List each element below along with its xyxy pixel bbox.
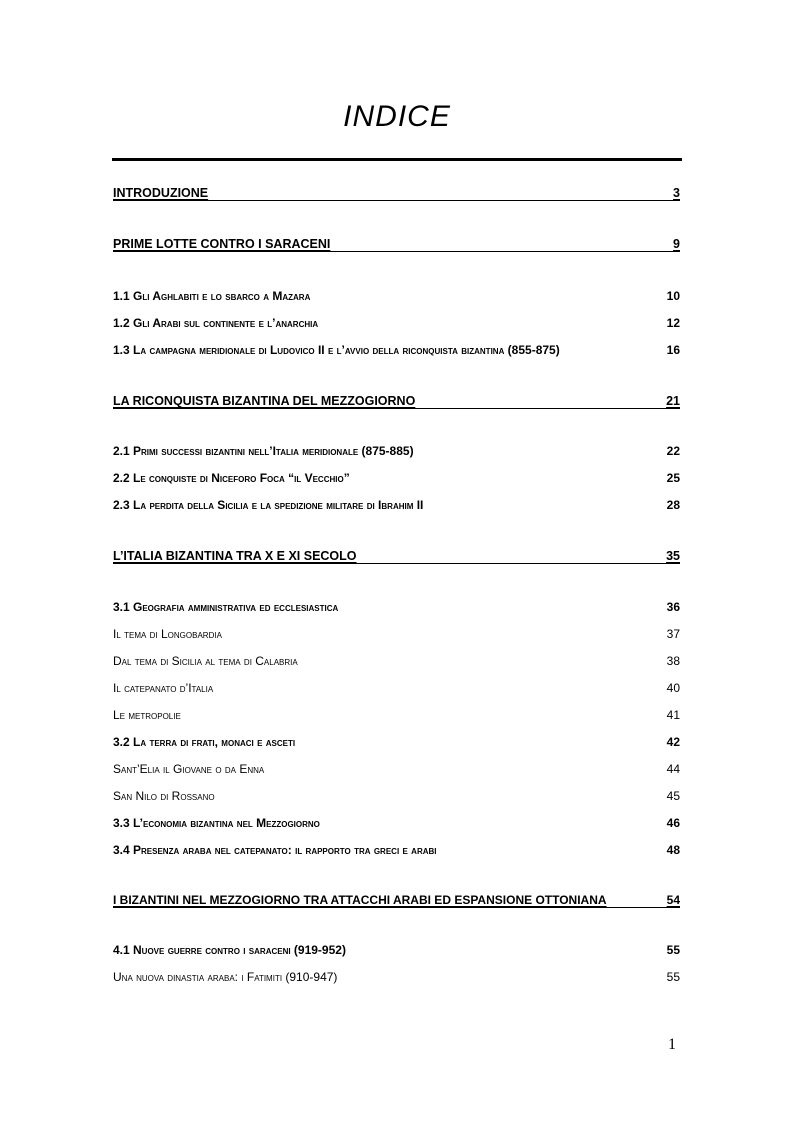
toc-label: 2.3 La perdita della Sicilia e la spedizione militare di Ibrahim II bbox=[113, 498, 424, 512]
toc-chapter[interactable] bbox=[113, 186, 680, 201]
toc-section[interactable] bbox=[113, 498, 680, 512]
toc-label: 3.1 Geografia amministrativa ed ecclesiastica bbox=[113, 600, 339, 614]
page-number: 1 bbox=[668, 1036, 676, 1053]
toc-label: LA RICONQUISTA BIZANTINA DEL MEZZOGIORNO bbox=[113, 394, 416, 408]
toc-section[interactable] bbox=[113, 289, 680, 303]
toc-subsection[interactable] bbox=[113, 708, 680, 722]
toc-page: 40 bbox=[666, 681, 680, 695]
toc-label: PRIME LOTTE CONTRO I SARACENI bbox=[113, 237, 331, 251]
toc-label: 4.1 Nuove guerre contro i saraceni (919-952) bbox=[113, 943, 346, 957]
toc-label: 1.3 La campagna meridionale di Ludovico II e l’avvio della riconquista bizantina (855-875) bbox=[113, 343, 560, 357]
toc-subsection[interactable] bbox=[113, 654, 680, 668]
toc-page: 44 bbox=[666, 762, 680, 776]
toc-subsection[interactable] bbox=[113, 762, 680, 776]
toc-page: 35 bbox=[666, 549, 680, 563]
toc-chapter[interactable] bbox=[113, 237, 680, 252]
toc-label: Sant’Elia il Giovane o da Enna bbox=[113, 762, 265, 776]
toc-page: 55 bbox=[666, 970, 680, 984]
toc-section[interactable] bbox=[113, 600, 680, 614]
toc-label: 1.2 Gli Arabi sul continente e l’anarchia bbox=[113, 316, 319, 330]
toc-section[interactable] bbox=[113, 843, 680, 857]
toc-label: I BIZANTINI NEL MEZZOGIORNO TRA ATTACCHI ARABI ED ESPANSIONE OTTONIANA bbox=[113, 893, 607, 907]
toc-label: 1.1 Gli Aghlabiti e lo sbarco a Mazara bbox=[113, 289, 311, 303]
toc-section[interactable] bbox=[113, 343, 680, 357]
toc-page: 22 bbox=[666, 444, 680, 458]
toc-page: 25 bbox=[666, 471, 680, 485]
toc-label: Il tema di Longobardia bbox=[113, 627, 222, 641]
toc-label: 2.2 Le conquiste di Niceforo Foca “il Vecchio” bbox=[113, 471, 350, 485]
toc-label: San Nilo di Rossano bbox=[113, 789, 215, 803]
toc-label: L’ITALIA BIZANTINA TRA X E XI SECOLO bbox=[113, 549, 357, 563]
toc-section[interactable] bbox=[113, 943, 680, 957]
toc-page: 21 bbox=[666, 394, 680, 408]
toc-page: 46 bbox=[666, 816, 680, 830]
toc-page: 41 bbox=[666, 708, 680, 722]
toc-subsection[interactable] bbox=[113, 681, 680, 695]
toc-page: 48 bbox=[666, 843, 680, 857]
toc-label: Una nuova dinastia araba: i Fatimiti (910-947) bbox=[113, 970, 338, 984]
toc-section[interactable] bbox=[113, 816, 680, 830]
toc-page: 37 bbox=[666, 627, 680, 641]
toc-page: 55 bbox=[666, 943, 680, 957]
toc-page: 28 bbox=[666, 498, 680, 512]
toc-label: Il catepanato d’Italia bbox=[113, 681, 214, 695]
toc-chapter[interactable] bbox=[113, 549, 680, 564]
toc-page: 10 bbox=[666, 289, 680, 303]
toc-subsection[interactable] bbox=[113, 970, 680, 984]
toc-chapter[interactable] bbox=[113, 893, 680, 908]
table-of-contents bbox=[113, 0, 680, 1123]
toc-page: 3 bbox=[673, 186, 680, 200]
toc-page: 42 bbox=[666, 735, 680, 749]
toc-page: 36 bbox=[666, 600, 680, 614]
toc-label: Dal tema di Sicilia al tema di Calabria bbox=[113, 654, 298, 668]
toc-page: 54 bbox=[666, 893, 680, 907]
toc-section[interactable] bbox=[113, 316, 680, 330]
toc-section[interactable] bbox=[113, 735, 680, 749]
toc-page: 45 bbox=[666, 789, 680, 803]
toc-chapter[interactable] bbox=[113, 394, 680, 409]
toc-label: 2.1 Primi successi bizantini nell’Italia meridionale (875-885) bbox=[113, 444, 414, 458]
toc-label: 3.2 La terra di frati, monaci e asceti bbox=[113, 735, 296, 749]
toc-label: Le metropolie bbox=[113, 708, 181, 722]
toc-subsection[interactable] bbox=[113, 789, 680, 803]
toc-page: 38 bbox=[666, 654, 680, 668]
toc-label: 3.4 Presenza araba nel catepanato: il rapporto tra greci e arabi bbox=[113, 843, 437, 857]
page-title: INDICE bbox=[343, 100, 451, 133]
toc-label: INTRODUZIONE bbox=[113, 186, 209, 200]
toc-label: 3.3 L’economia bizantina nel Mezzogiorno bbox=[113, 816, 320, 830]
toc-page: 12 bbox=[666, 316, 680, 330]
toc-page: 16 bbox=[666, 343, 680, 357]
toc-section[interactable] bbox=[113, 471, 680, 485]
toc-section[interactable] bbox=[113, 444, 680, 458]
toc-page: 9 bbox=[673, 237, 680, 251]
toc-subsection[interactable] bbox=[113, 627, 680, 641]
